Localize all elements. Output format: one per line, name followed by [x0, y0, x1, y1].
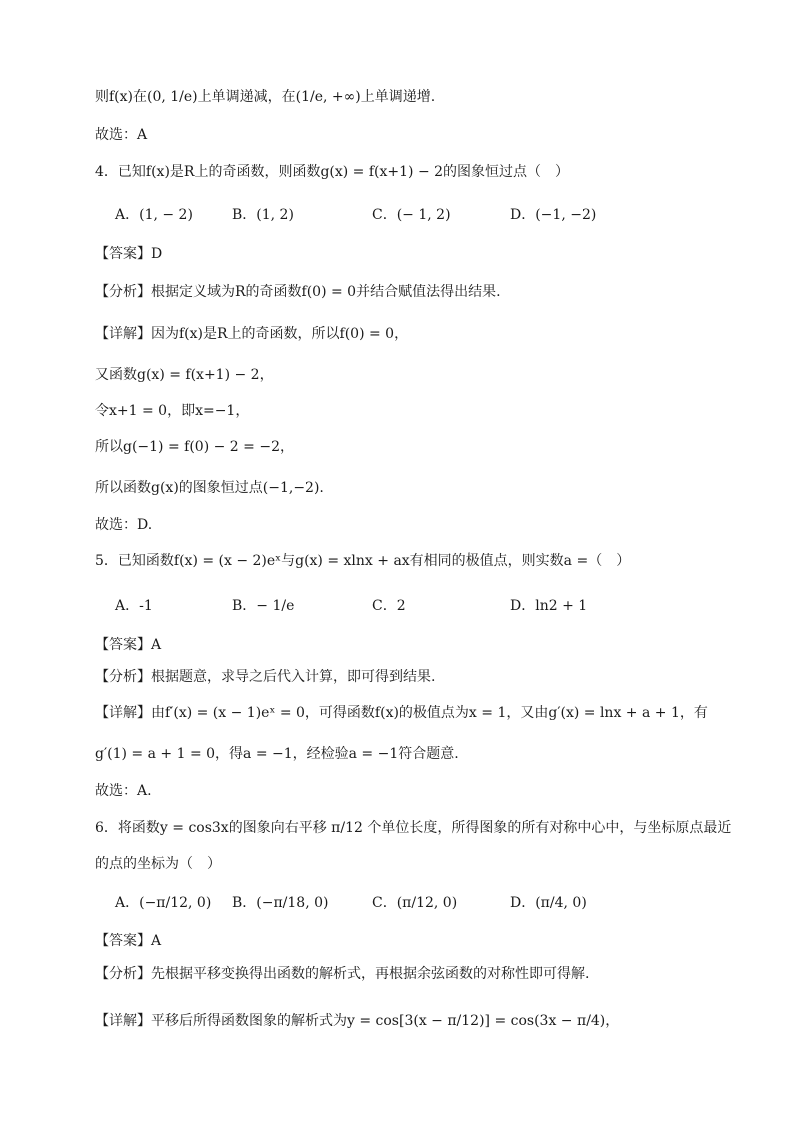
text-line: 令x+1 = 0，即x=−1，	[95, 403, 250, 419]
question-5: 5．已知函数f(x) = (x − 2)eˣ与g(x) = xlnx + ax有相同的极值点，则实数a =（ ）	[95, 553, 631, 569]
text-line: 故选：D.	[95, 517, 153, 533]
analysis-line: 【分析】根据题意，求导之后代入计算，即可得到结果.	[95, 669, 436, 685]
detail-line: 【详解】平移后所得函数图象的解析式为y = cos[3(x − π/12)] = cos(3x − π/4)，	[95, 1013, 620, 1029]
text-line: 则f(x)在(0, 1/e)上单调递减，在(1/e, +∞)上单调递增.	[95, 89, 436, 105]
text-line: 故选：A	[95, 127, 148, 143]
text-line: 所以函数g(x)的图象恒过点(−1,−2).	[95, 480, 324, 496]
detail-line: 【详解】由f′(x) = (x − 1)eˣ = 0，可得函数f(x)的极值点为x = 1，又由g′(x) = lnx + a + 1，有	[95, 705, 708, 721]
q5-option-a: A．-1	[115, 598, 153, 614]
question-6: 6．将函数y = cos3x的图象向右平移 π/12 个单位长度，所得图象的所有对称中心中，与坐标原点最近	[95, 820, 732, 836]
q4-option-d: D．(−1, −2)	[510, 207, 597, 223]
detail-line: 【详解】因为f(x)是R上的奇函数，所以f(0) = 0，	[95, 326, 409, 342]
q6-option-b: B．(−π/18, 0)	[232, 895, 329, 911]
question-4: 4．已知f(x)是R上的奇函数，则函数g(x) = f(x+1) − 2的图象恒过点（ ）	[95, 164, 570, 180]
text-line: 又函数g(x) = f(x+1) − 2，	[95, 367, 274, 383]
q5-option-d: D．ln2 + 1	[510, 598, 588, 614]
q4-option-a: A．(1, − 2)	[115, 207, 193, 223]
analysis-line: 【分析】先根据平移变换得出函数的解析式，再根据余弦函数的对称性即可得解.	[95, 966, 590, 982]
text-line: g′(1) = a + 1 = 0，得a = −1，经检验a = −1符合题意.	[95, 746, 459, 762]
text-line: 所以g(−1) = f(0) − 2 = −2，	[95, 439, 294, 455]
answer-line: 【答案】A	[95, 933, 162, 949]
q6-option-c: C．(π/12, 0)	[372, 895, 458, 911]
analysis-line: 【分析】根据定义域为R的奇函数f(0) = 0并结合赋值法得出结果.	[95, 284, 501, 300]
q5-option-c: C．2	[372, 598, 406, 614]
q6-option-a: A．(−π/12, 0)	[115, 895, 212, 911]
q6-option-d: D．(π/4, 0)	[510, 895, 587, 911]
answer-line: 【答案】A	[95, 637, 162, 653]
text-line: 故选：A.	[95, 783, 152, 799]
q4-option-c: C．(− 1, 2)	[372, 207, 451, 223]
q5-option-b: B．− 1/e	[232, 598, 295, 614]
q4-option-b: B．(1, 2)	[232, 207, 294, 223]
text-line: 的点的坐标为（ ）	[95, 856, 221, 872]
answer-line: 【答案】D	[95, 246, 163, 262]
